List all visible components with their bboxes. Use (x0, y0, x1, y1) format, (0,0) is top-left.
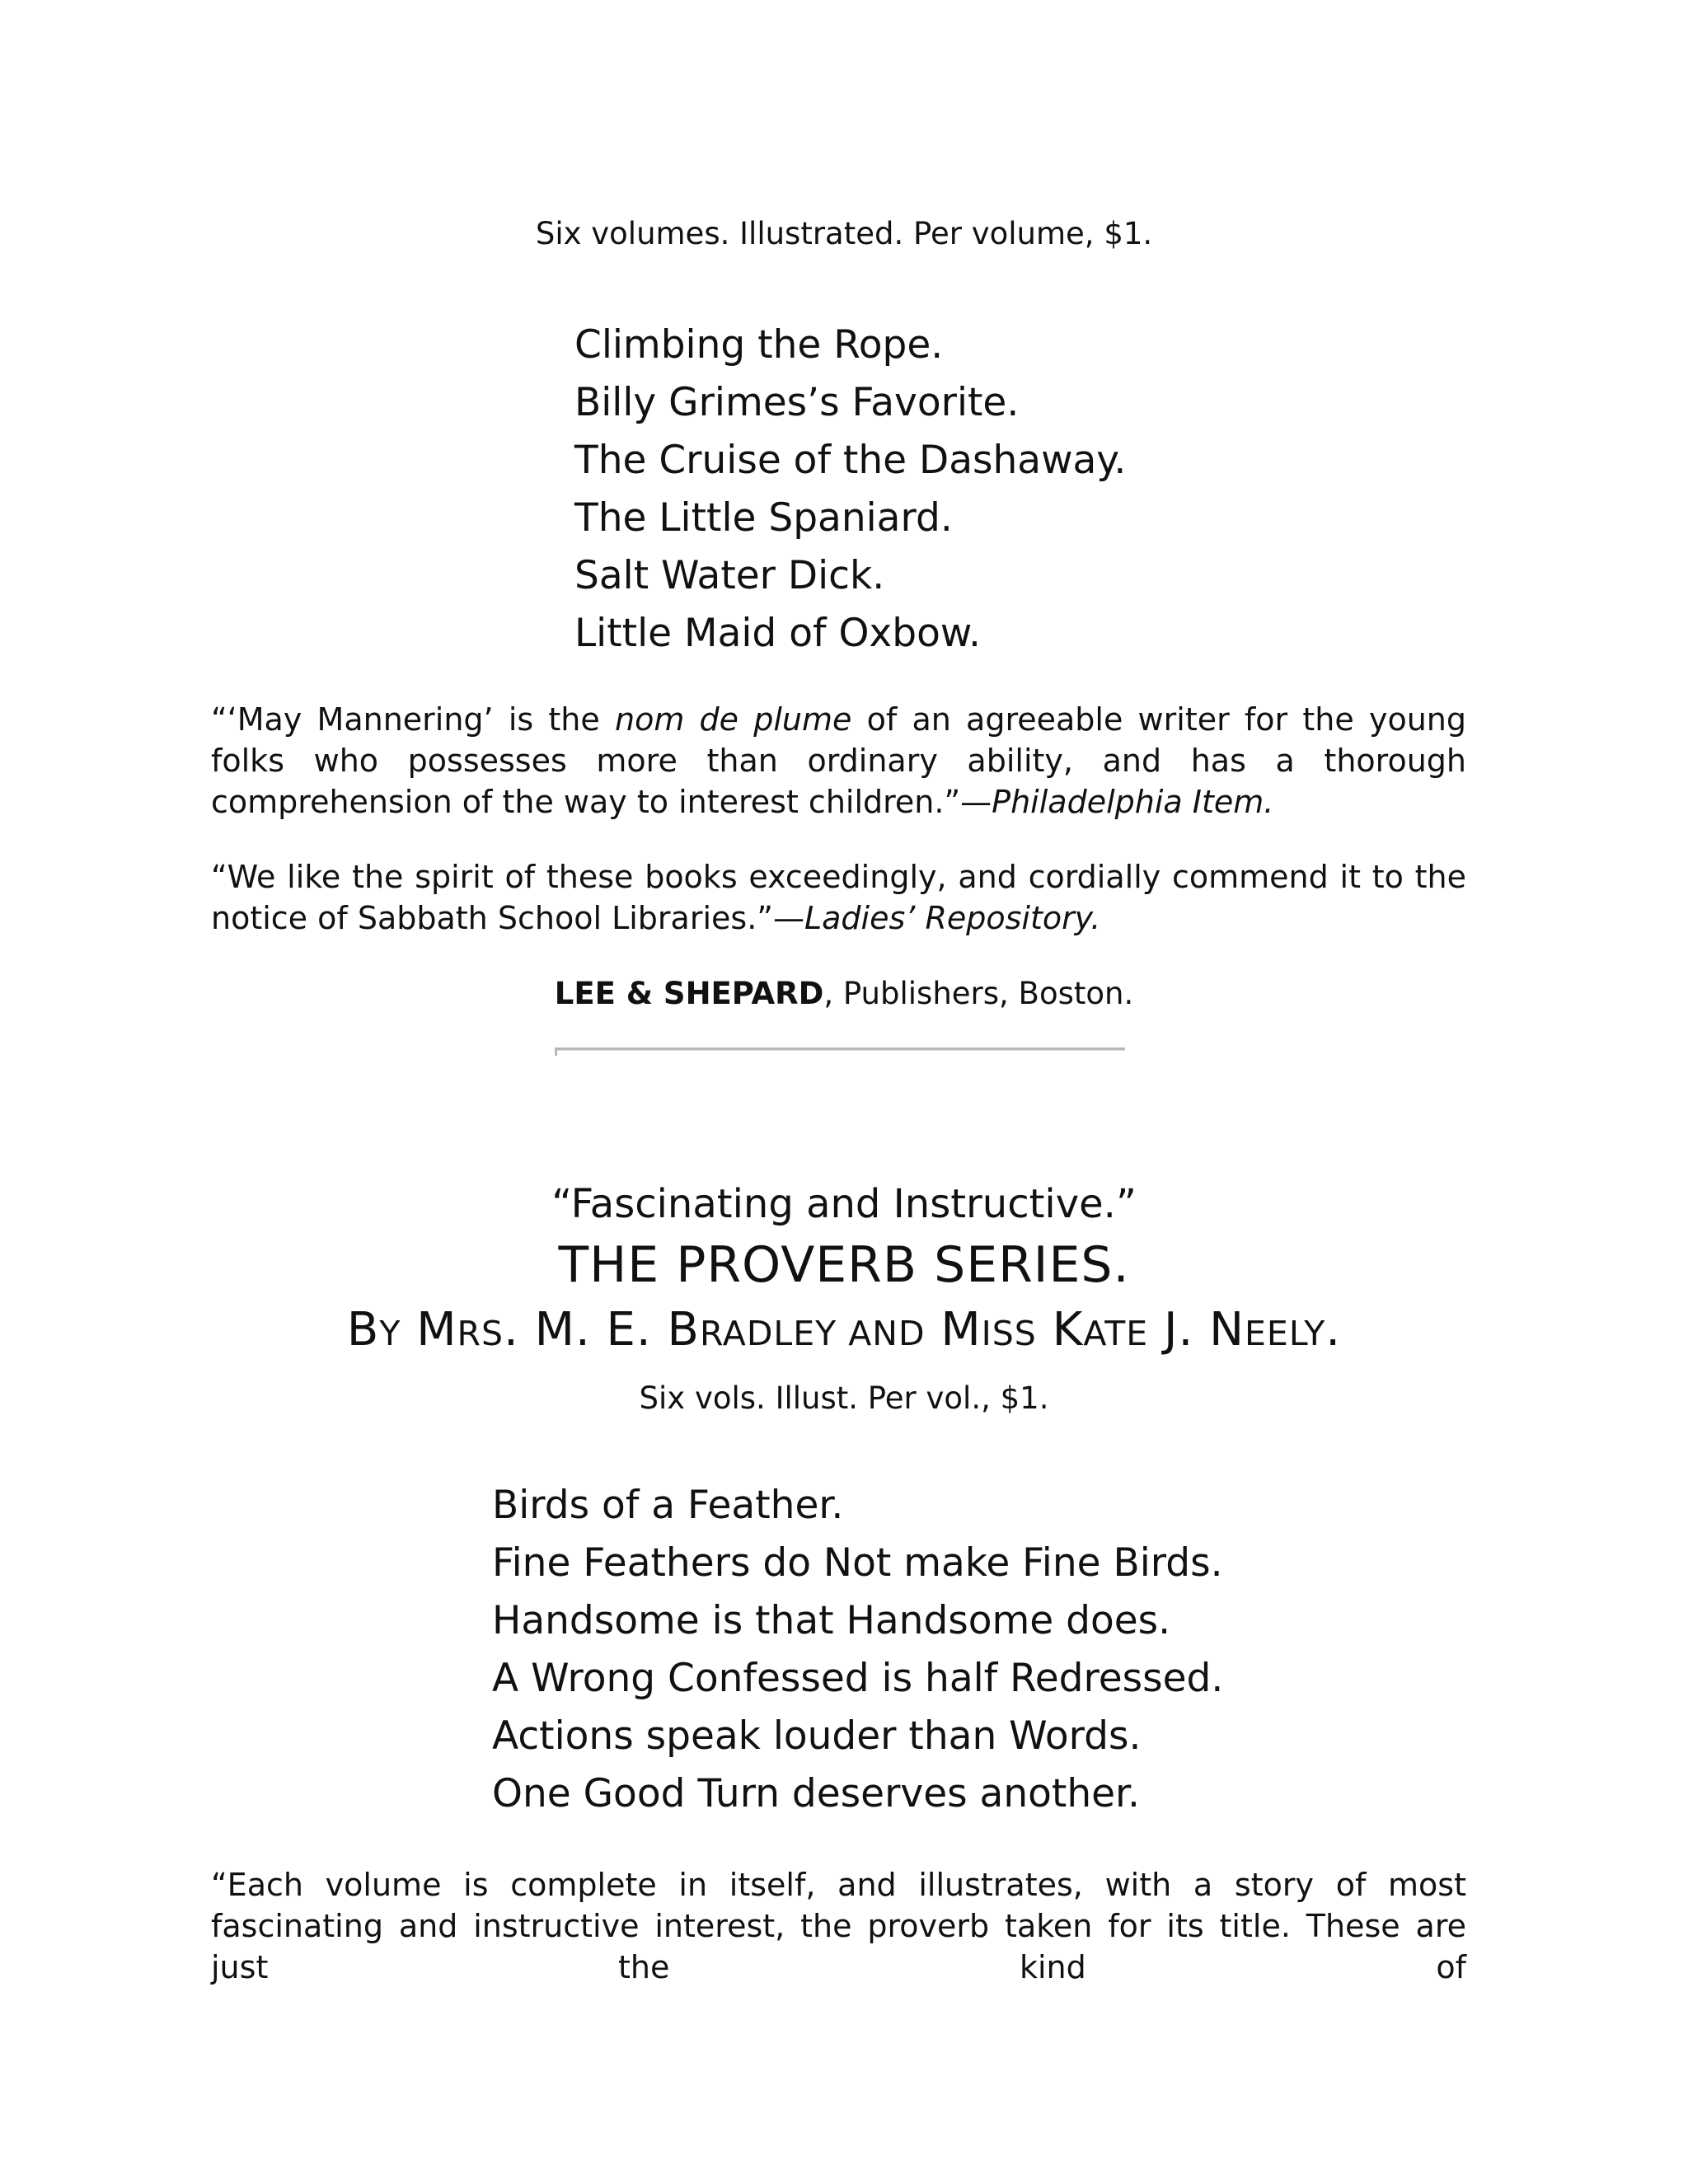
authors-text: M (416, 1303, 457, 1357)
list-item: Birds of a Feather. (492, 1483, 844, 1528)
series-authors (0, 1303, 1688, 1357)
review-paragraph: “Each volume is complete in itself, and illustrates, with a story of most fascinating and instructive interest, the proverb taken for its title. These are just the kind of (211, 1867, 1466, 1985)
authors-text: EELY (1245, 1314, 1326, 1353)
review-paragraph (211, 856, 1466, 939)
review-text: “We like the spirit of these books exceedingly, and cordially commend it to the notice of Sabbath School Libraries.”— (211, 859, 1466, 936)
section-divider-notch (555, 1047, 557, 1056)
authors-text: RADLEY AND (699, 1314, 926, 1353)
authors-text: M (940, 1303, 982, 1357)
authors-text: K (1052, 1303, 1084, 1357)
authors-text: ATE (1083, 1314, 1149, 1353)
authors-text: N (1209, 1303, 1245, 1357)
list-item: The Cruise of the Dashaway. (574, 438, 1127, 483)
list-item: A Wrong Confessed is half Redressed. (492, 1656, 1224, 1701)
review-source: Ladies’ Repository. (804, 900, 1101, 936)
list-item: One Good Turn deserves another. (492, 1771, 1140, 1816)
review-italic-phrase: nom de plume (614, 701, 852, 738)
authors-text: Y (379, 1314, 401, 1353)
authors-text: J. (1148, 1303, 1210, 1357)
series-tagline: “Fascinating and Instructive.” (551, 1181, 1137, 1227)
list-item: Little Maid of Oxbow. (574, 611, 981, 656)
list-item: Handsome is that Handsome does. (492, 1598, 1171, 1643)
list-item: Fine Feathers do Not make Fine Birds. (492, 1540, 1223, 1586)
top-title-list (574, 316, 1126, 663)
authors-text: . (1325, 1303, 1342, 1357)
volume-info-line: Six volumes. Illustrated. Per volume, $1. (535, 216, 1153, 251)
list-item: Billy Grimes’s Favorite. (574, 380, 1020, 425)
list-item: Actions speak louder than Words. (492, 1713, 1142, 1759)
review-text: of an agreeable writer for the young folks who possesses more than ordinary ability, and has a thorough comprehension of the way to interest children.”— (211, 701, 1466, 820)
authors-text: . M. E. (504, 1303, 668, 1357)
proverb-title-list (492, 1477, 1223, 1823)
volume-info-line: Six vols. Illust. Per vol., $1. (639, 1380, 1049, 1416)
authors-text: ISS (981, 1314, 1037, 1353)
publisher-location: , Publishers, Boston. (823, 976, 1134, 1011)
review-paragraph (211, 699, 1466, 823)
publisher-line (0, 976, 1688, 1011)
publisher-name: LEE & SHEPARD (554, 976, 824, 1011)
list-item: Climbing the Rope. (574, 322, 944, 368)
section-divider (555, 1047, 1125, 1051)
authors-text: B (667, 1303, 700, 1357)
list-item: The Little Spaniard. (574, 495, 953, 541)
authors-text: B (346, 1303, 380, 1357)
review-text: “‘May Mannering’ is the (211, 701, 615, 738)
review-source: Philadelphia Item. (992, 784, 1274, 820)
series-title: THE PROVERB SERIES. (558, 1236, 1130, 1294)
list-item: Salt Water Dick. (574, 553, 885, 598)
authors-text: RS (457, 1314, 504, 1353)
